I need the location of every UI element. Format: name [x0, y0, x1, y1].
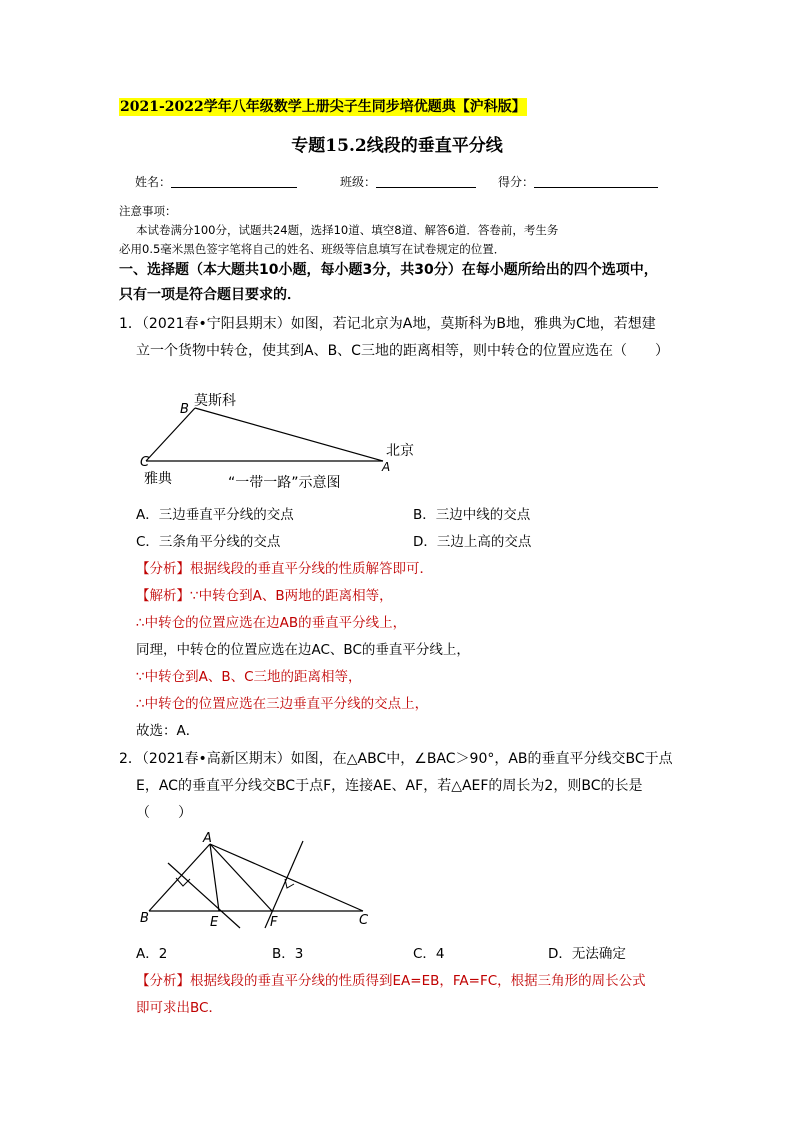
- notes-title: 注意事项：: [119, 204, 177, 218]
- q1-solution-tag: 【解析】: [136, 588, 190, 604]
- q1-stem-2: 立一个货物中转仓，使其到A、B、C三地的距离相等，则中转仓的位置应选在（ ）: [136, 343, 669, 359]
- q2-option-d: D．无法确定: [548, 946, 626, 962]
- doc-header: 2021-2022学年八年级数学上册尖子生同步培优题典【沪科版】: [120, 99, 526, 115]
- score-field: [498, 173, 658, 190]
- q2-label-a: A: [203, 831, 212, 846]
- q1-solution-4: ∵中转仓到A、B、C三地的距离相等，: [136, 669, 362, 685]
- q2-stem-2: E，AC的垂直平分线交BC于点F，连接AE、AF，若△AEF的周长为2，则BC的长是: [136, 778, 643, 794]
- q1-option-a: A．三边垂直平分线的交点: [136, 507, 294, 523]
- q1-stem-1: 1．（2021春•宁阳县期末）如图，若记北京为A地，莫斯科为B地，雅典为C地，若想建: [119, 316, 656, 332]
- q1-analysis: [136, 557, 433, 577]
- class-blank: [376, 175, 476, 188]
- q1-label-c: C: [140, 455, 150, 470]
- q2-label-c: C: [359, 913, 369, 928]
- notes-line-1: 本试卷满分100分，试题共24题，选择10道、填空8道、解答6道．答卷前，考生务: [136, 223, 559, 237]
- q1-option-b: B．三边中线的交点: [413, 507, 531, 523]
- q2-segment-ba: [149, 844, 210, 911]
- q1-solution-2: ∴中转仓的位置应选在边AB的垂直平分线上，: [136, 615, 407, 631]
- q1-label-beijing: 北京: [386, 443, 414, 459]
- class-field: [340, 173, 476, 190]
- q1-label-moscow: 莫斯科: [194, 393, 236, 409]
- q1-analysis-text: 根据线段的垂直平分线的性质解答即可．: [190, 561, 433, 577]
- page-title: 专题15.2线段的垂直平分线: [291, 136, 503, 156]
- q1-label-athens: 雅典: [144, 471, 172, 487]
- q1-solution-1: [136, 584, 393, 604]
- q2-label-e: E: [210, 915, 219, 930]
- q2-analysis-tag: 【分析】: [136, 973, 190, 989]
- class-label: 班级：: [340, 175, 377, 189]
- q2-bisector-ab: [168, 863, 240, 928]
- q2-segment-af: [210, 844, 272, 911]
- q1-label-b: B: [180, 402, 189, 417]
- q2-stem-1: 2．（2021春•高新区期末）如图，在△ABC中，∠BAC＞90°，AB的垂直平分线交BC于点: [119, 751, 673, 767]
- name-blank: [171, 175, 297, 188]
- q2-analysis-1: [136, 969, 646, 989]
- q1-option-c: C．三条角平分线的交点: [136, 534, 281, 550]
- name-label: 姓名：: [135, 175, 172, 189]
- q2-figure: [136, 828, 386, 933]
- q2-analysis-text: 根据线段的垂直平分线的性质得到EA=EB，FA=FC，根据三角形的周长公式: [190, 973, 646, 989]
- q2-label-b: B: [140, 911, 149, 926]
- q1-option-d: D．三边上高的交点: [413, 534, 532, 550]
- section-1-heading-2: 只有一项是符合题目要求的．: [119, 287, 301, 303]
- q2-option-a: A．2: [136, 946, 168, 962]
- notes-line-2: 必用0.5毫米黑色签字笔将自己的姓名、班级等信息填写在试卷规定的位置．: [119, 242, 506, 256]
- q2-analysis-2: 即可求出BC．: [136, 1000, 222, 1016]
- q1-label-a: A: [382, 460, 391, 474]
- q1-segment-ba: [195, 408, 383, 461]
- q1-figure: [136, 385, 436, 495]
- q2-segment-ae: [210, 844, 219, 911]
- q1-caption: “一带一路”示意图: [228, 475, 341, 491]
- score-blank: [534, 175, 658, 188]
- score-label: 得分：: [498, 175, 535, 189]
- q2-option-c: C．4: [413, 946, 445, 962]
- section-1-heading: 一、选择题（本大题共10小题，每小题3分，共30分）在每小题所给出的四个选项中，: [119, 262, 658, 278]
- name-field: [135, 173, 297, 190]
- q2-label-f: F: [270, 915, 278, 930]
- q1-solution-s1: ∵中转仓到A、B两地的距离相等，: [190, 588, 393, 604]
- q2-stem-3: （ ）: [136, 805, 192, 821]
- q1-solution-5: ∴中转仓的位置应选在三边垂直平分线的交点上，: [136, 696, 429, 712]
- q1-solution-3: 同理，中转仓的位置应选在边AC、BC的垂直平分线上，: [136, 642, 470, 658]
- q1-analysis-tag: 【分析】: [136, 561, 190, 577]
- q2-option-b: B．3: [272, 946, 304, 962]
- q1-answer: 故选：A．: [136, 723, 200, 739]
